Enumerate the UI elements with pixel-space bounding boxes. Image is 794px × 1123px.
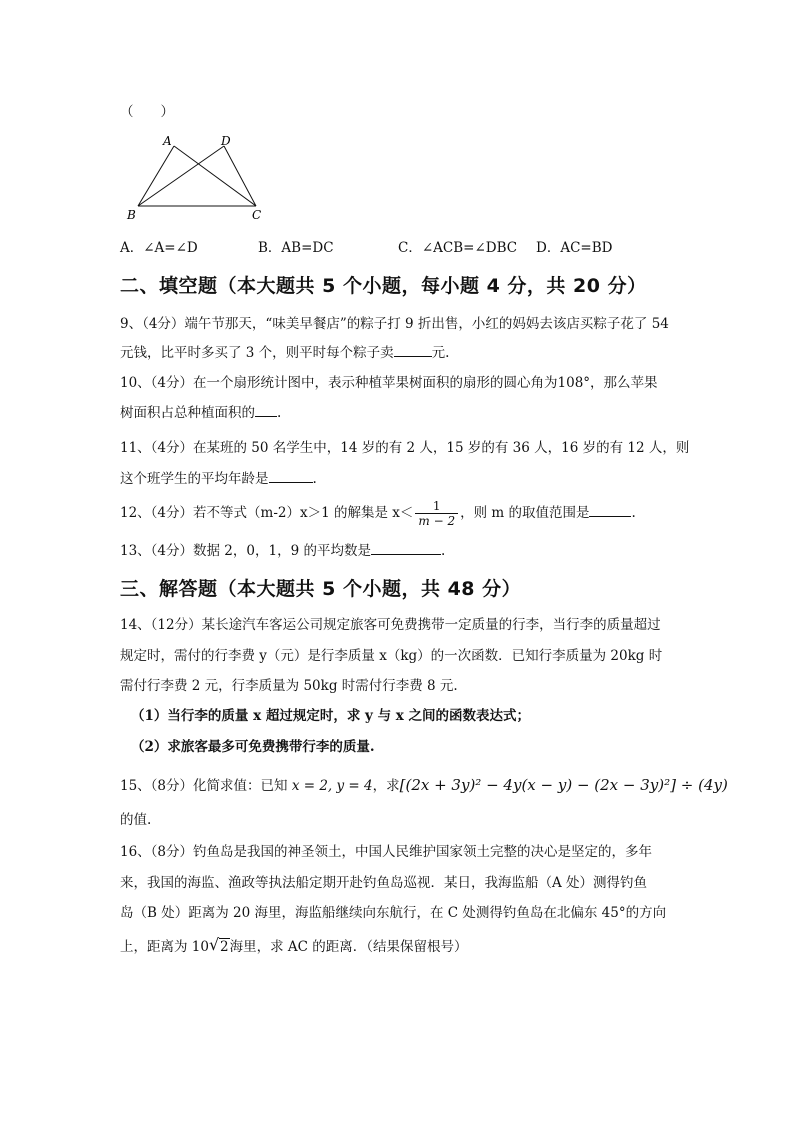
q11-line2	[120, 468, 317, 489]
q16-line4	[120, 937, 468, 957]
q12-text-a: 12、（4分）若不等式（m-2）x＞1 的解集是 x＜	[120, 505, 414, 521]
answer-parentheses: （ ）	[120, 104, 174, 120]
q14-sub2: （2）求旅客最多可免费携带行李的质量.	[131, 739, 375, 755]
q16-line1: 16、（8分）钓鱼岛是我国的神圣领土，中国人民维护国家领土完整的决心是坚定的，多年	[120, 844, 653, 860]
q13-text-a: 13、（4分）数据 2，0，1，9 的平均数是	[120, 543, 371, 559]
q12-fraction-denominator: m − 2	[418, 514, 456, 528]
q11-text-a: 这个班学生的平均年龄是	[120, 471, 269, 487]
q14-line3: 需付行李费 2 元，行李质量为 50kg 时需付行李费 8 元.	[120, 678, 458, 694]
q13-answer-blank[interactable]	[371, 540, 441, 555]
q15-expression: [(2x + 3y)² − 4y(x − y) − (2x − 3y)²] ÷ (4y)	[399, 776, 728, 794]
q12-text-b: ，则 m 的取值范围是	[460, 505, 590, 521]
segment-DB	[138, 146, 224, 206]
q15-condition: x = 2, y = 4	[291, 778, 373, 794]
q12-answer-blank[interactable]	[589, 502, 631, 517]
q13-text-b: .	[440, 543, 446, 559]
q11-line1: 11、（4分）在某班的 50 名学生中，14 岁的有 2 人，15 岁的有 36 人，16 岁的有 12 人，则	[120, 440, 690, 456]
triangle-figure	[118, 130, 278, 225]
option-a: A．∠A=∠D	[120, 240, 198, 256]
option-b: B．AB=DC	[258, 240, 334, 256]
segment-DC	[224, 146, 256, 206]
section-3-title: 三、解答题（本大题共 5 个小题，共 48 分）	[120, 578, 522, 600]
q10-text-a: 树面积占总种植面积的	[120, 405, 255, 421]
option-c: C．∠ACB=∠DBC	[398, 240, 518, 256]
sqrt-radical-icon: √	[208, 935, 220, 954]
option-d: D．AC=BD	[536, 240, 613, 256]
q9-line2	[120, 342, 449, 363]
q10-answer-blank[interactable]	[255, 402, 277, 417]
q15-text-a: 15、（8分）化简求值：已知	[120, 778, 288, 794]
label-A: A	[163, 134, 172, 148]
q15-line1	[120, 772, 728, 799]
q10-line1: 10、（4分）在一个扇形统计图中，表示种植苹果树面积的扇形的圆心角为108°，那么苹果	[120, 375, 658, 391]
q16-line2: 来，我国的海监、渔政等执法船定期开赴钓鱼岛巡视．某日，我海监船（A 处）测得钓鱼	[120, 875, 648, 891]
q10-line2	[120, 402, 281, 423]
q12-line	[120, 498, 636, 528]
q16-sqrt	[209, 937, 230, 957]
section-2-title: 二、填空题（本大题共 5 个小题，每小题 4 分，共 20 分）	[120, 275, 647, 297]
q9-text-b: 元.	[431, 345, 450, 361]
q16-line3: 岛（B 处）距离为 20 海里，海监船继续向东航行，在 C 处测得钓鱼岛在北偏东 45°的方向	[120, 905, 667, 921]
q12-text-c: .	[631, 505, 636, 521]
label-C: C	[252, 208, 262, 222]
q10-text-b: .	[277, 405, 282, 421]
segment-AC	[174, 146, 256, 206]
q15-line2: 的值.	[120, 812, 152, 828]
q14-line2: 规定时，需付的行李费 y（元）是行李质量 x（kg）的一次函数．已知行李质量为 20kg 时	[120, 648, 663, 664]
segment-AB	[138, 146, 174, 206]
label-B: B	[127, 208, 136, 222]
q12-fraction-numerator: 1	[415, 499, 458, 514]
q15-text-b: ，求	[372, 778, 400, 794]
q13-line	[120, 540, 445, 561]
q12-fraction	[415, 499, 458, 528]
q14-sub1: （1）当行李的质量 x 超过规定时，求 y 与 x 之间的函数表达式；	[131, 708, 531, 724]
q16-text-a: 上，距离为 10	[120, 939, 209, 955]
q9-line1: 9、（4分）端午节那天，“味美早餐店”的粽子打 9 折出售，小红的妈妈去该店买粽子花了 54	[120, 316, 669, 332]
q11-answer-blank[interactable]	[269, 468, 313, 483]
q16-radicand: 2	[219, 939, 229, 955]
q9-text-a: 元钱，比平时多买了 3 个，则平时每个粽子卖	[120, 345, 394, 361]
q11-text-b: .	[312, 471, 317, 487]
q16-text-b: 海里，求 AC 的距离．（结果保留根号）	[229, 939, 468, 955]
q14-line1: 14、（12分）某长途汽车客运公司规定旅客可免费携带一定质量的行李，当行李的质量超过	[120, 617, 661, 633]
q8-options	[120, 238, 612, 258]
q9-answer-blank[interactable]	[394, 342, 432, 357]
label-D: D	[221, 134, 231, 148]
